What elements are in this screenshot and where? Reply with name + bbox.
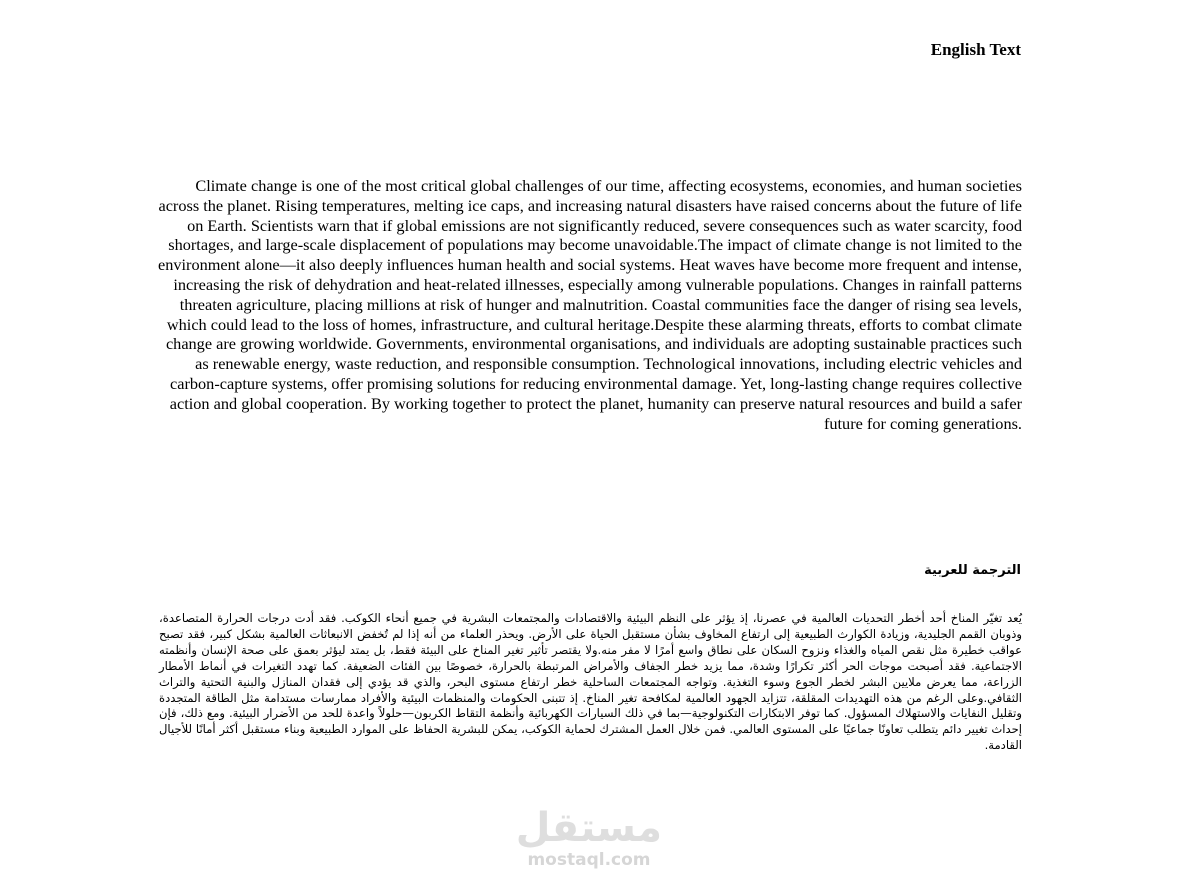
arabic-heading: الترجمة للعربية — [924, 563, 1021, 578]
watermark-url: mostaql.com — [527, 850, 651, 870]
mostaql-watermark — [516, 806, 662, 870]
english-heading: English Text — [930, 40, 1021, 59]
watermark-logo-text: مستقل — [515, 805, 662, 851]
english-body-paragraph: Climate change is one of the most critical global challenges of our time, affecting ecosystems, economies, and human societies across the planet. Rising temperatures, melting ice caps, and increasing natural disasters have raised concerns about the future of life on Earth. Scientists warn that if global emissions are not significantly reduced, severe consequences such as water scarcity, food shortages, and large-scale displacement of populations may become unavoidable.The impact of climate change is not limited to the environment alone—it also deeply influences human health and social systems. Heat waves have become more frequent and intense, increasing the risk of dehydration and heat-related illnesses, especially among vulnerable populations. Changes in rainfall patterns threaten agriculture, placing millions at risk of hunger and malnutrition. Coastal communities face the danger of rising sea levels, which could lead to the loss of homes, infrastructure, and cultural heritage.Despite these alarming threats, efforts to combat climate change are growing worldwide. Governments, environmental organisations, and individuals are adopting sustainable practices such as renewable energy, waste reduction, and responsible consumption. Technological innovations, including electric vehicles and carbon-capture systems, offer promising solutions for reducing environmental damage. Yet, long-lasting change requires collective action and global cooperation. By working together to protect the planet, humanity can preserve natural resources and build a safer future for coming generations. — [158, 176, 1022, 433]
arabic-body-paragraph: يُعد تغيّر المناخ أحد أخطر التحديات العالمية في عصرنا، إذ يؤثر على النظم البيئية والاقتصادات والمجتمعات البشرية في جميع أنحاء الكوكب. فقد أدت درجات الحرارة المتصاعدة، وذوبان القمم الجليدية، وزيادة الكوارث الطبيعية إلى ارتفاع المخاوف بشأن مستقبل الحياة على الأرض. ويحذر العلماء من أنه إذا لم تُخفض الانبعاثات العالمية بشكل كبير، فقد تصبح عواقب خطيرة مثل نقص المياه والغذاء ونزوح السكان على نطاق واسع أمرًا لا مفر منه.ولا يقتصر تأثير تغير المناخ على البيئة فقط، بل يمتد ليؤثر بعمق على صحة الإنسان وأنظمته الاجتماعية. فقد أصبحت موجات الحر أكثر تكرارًا وشدة، مما يزيد خطر الجفاف والأمراض المرتبطة بالحرارة، خصوصًا بين الفئات الضعيفة. كما تهدد التغيرات في أنماط الأمطار الزراعة، مما يعرض ملايين البشر لخطر الجوع وسوء التغذية. وتواجه المجتمعات الساحلية خطر ارتفاع مستوى البحر، والذي قد يؤدي إلى فقدان المنازل والبنية التحتية والتراث الثقافي.وعلى الرغم من هذه التهديدات المقلقة، تتزايد الجهود العالمية لمكافحة تغير المناخ. إذ تتبنى الحكومات والمنظمات البيئية والأفراد ممارسات مستدامة مثل الطاقة المتجددة وتقليل النفايات والاستهلاك المسؤول. كما توفر الابتكارات التكنولوجية—بما في ذلك السيارات الكهربائية وأنظمة التقاط الكربون—حلولاً واعدة للحد من الأضرار البيئية. ومع ذلك، فإن إحداث تغيير دائم يتطلب تعاونًا جماعيًا على المستوى العالمي. فمن خلال العمل المشترك لحماية الكوكب، يمكن للبشرية الحفاظ على الموارد الطبيعية وبناء مستقبل أكثر أمانًا للأجيال القادمة. — [159, 611, 1022, 753]
